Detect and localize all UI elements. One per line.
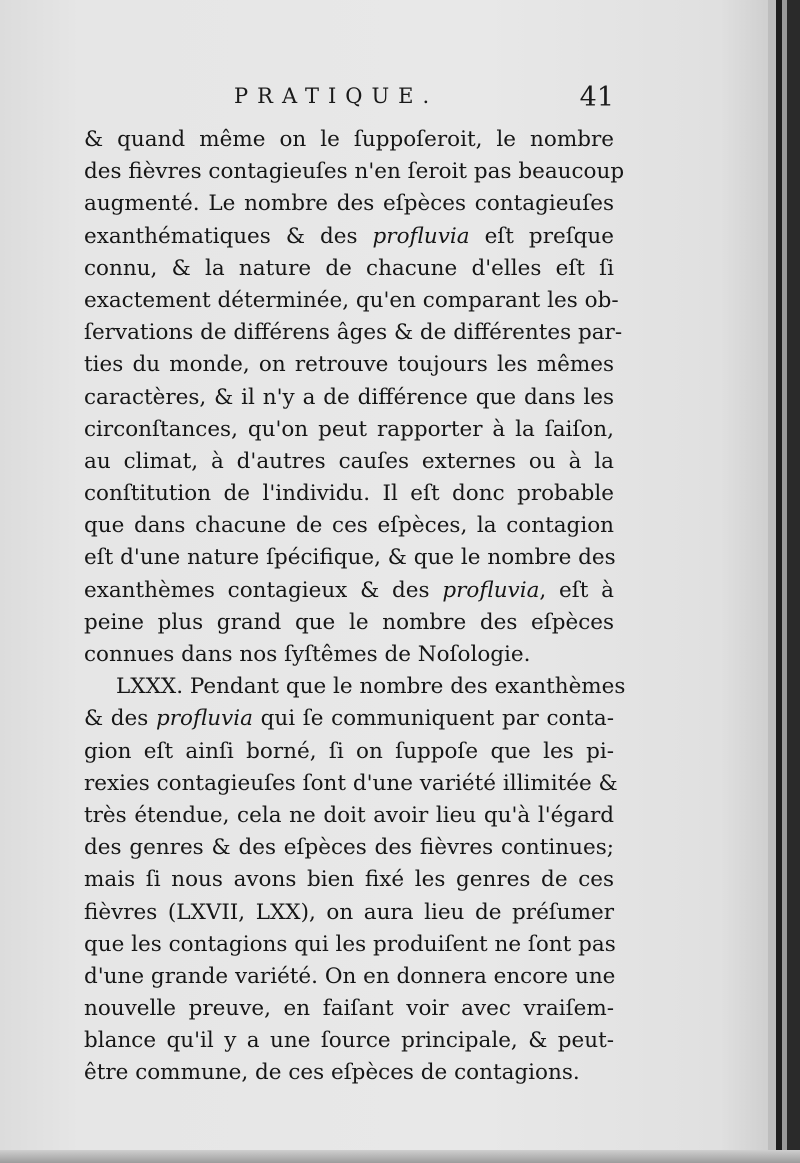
text-line: rexies contagieuſes ſont d'une variété illimitée & [84, 770, 618, 796]
text-fragment: , eſt à [539, 577, 614, 603]
text-line: circonſtances, qu'on peut rapporter à la ſaiſon, [84, 416, 614, 442]
text-line: connu, & la nature de chacune d'elles eſt ſi [84, 255, 614, 281]
binding-shadow [787, 0, 800, 1163]
italic-term: profluvia [372, 223, 470, 249]
text-line: augmenté. Le nombre des eſpèces contagieuſes [84, 191, 614, 217]
text-fragment: & des [84, 706, 156, 732]
page-edge [768, 0, 776, 1163]
text-line: d'une grande variété. On en donnera encore une [84, 963, 616, 989]
text-line: nouvelle preuve, en faiſant voir avec vraiſem- [84, 996, 614, 1022]
text-line: ties du monde, on retrouve toujours les mêmes [84, 352, 614, 378]
text-line [84, 221, 614, 253]
page-number: 41 [579, 82, 614, 113]
text-line: connues dans nos ſyſtêmes de Noſologie. [84, 642, 531, 667]
text-line: gion eſt ainſi borné, ſi on ſuppoſe que les pi- [84, 738, 614, 764]
text-line: LXXX. Pendant que le nombre des exanthèmes [116, 674, 626, 700]
text-fragment: eſt preſque [469, 223, 614, 249]
text-line: conſtitution de l'individu. Il eſt donc probable [84, 481, 614, 507]
text-fragment: qui ſe communiquent par conta- [253, 706, 615, 732]
text-line [84, 575, 614, 607]
text-line: eſt d'une nature ſpécifique, & que le nombre des [84, 545, 616, 571]
body-text [84, 124, 626, 1090]
text-line: exactement déterminée, qu'en comparant les ob- [84, 287, 619, 313]
text-line: caractères, & il n'y a de différence que dans les [84, 384, 614, 410]
text-line: que les contagions qui les produiſent ne ſont pas [84, 931, 616, 957]
text-line: des genres & des eſpèces des fièvres continues; [84, 835, 614, 861]
text-line: fièvres (LXVII, LXX), on aura lieu de préſumer [84, 899, 614, 925]
text-line: au climat, à d'autres cauſes externes ou à la [84, 448, 614, 474]
text-line: ſervations de différens âges & de différentes par- [84, 320, 623, 346]
text-fragment: exanthèmes contagieux & des [84, 577, 443, 603]
text-line [84, 703, 614, 735]
text-line: blance qu'il y a une ſource principale, & peut- [84, 1028, 614, 1054]
text-fragment: exanthématiques & des [84, 223, 373, 249]
text-line: être commune, de ces eſpèces de contagions. [84, 1060, 580, 1086]
text-line: & quand même on le ſuppoſeroit, le nombre [84, 127, 614, 152]
text-line: des fièvres contagieuſes n'en ſeroit pas beaucoup [84, 159, 625, 185]
text-line: très étendue, cela ne doit avoir lieu qu'à l'égard [84, 802, 614, 828]
italic-term: profluvia [155, 706, 253, 732]
page-header [84, 84, 614, 120]
running-head: PRATIQUE. [234, 84, 439, 108]
text-line: que dans chacune de ces eſpèces, la contagion [84, 513, 614, 539]
text-line: peine plus grand que le nombre des eſpèces [84, 609, 614, 635]
text-line: mais ſi nous avons bien fixé les genres de ces [84, 867, 614, 893]
italic-term: profluvia [442, 577, 540, 603]
page-bottom-edge [0, 1150, 800, 1163]
